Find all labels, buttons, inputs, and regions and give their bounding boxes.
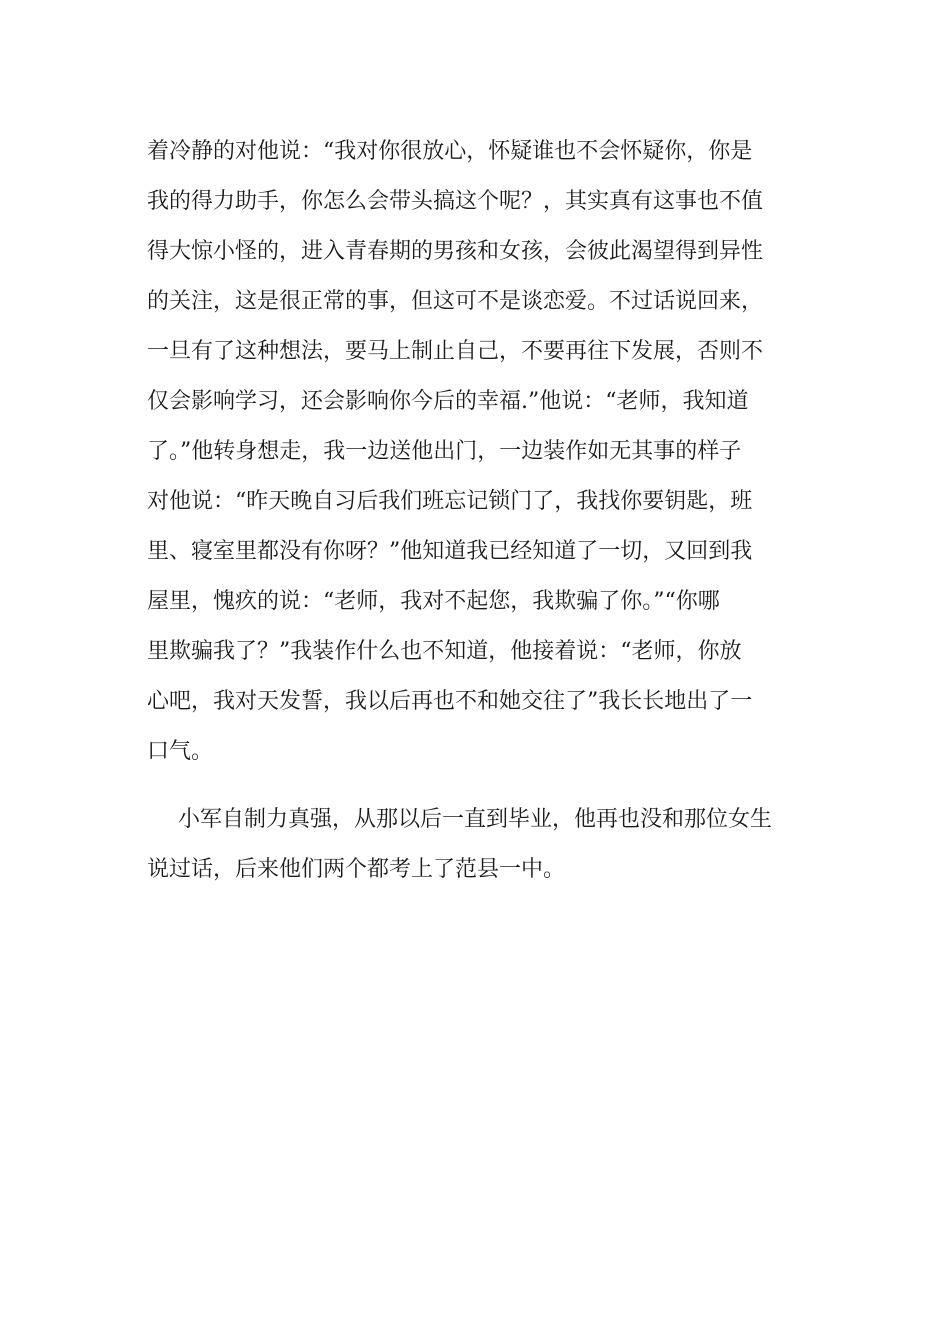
paragraph-line: 着冷静的对他说：“我对你很放心，怀疑谁也不会怀疑你，你是 — [147, 139, 753, 164]
paragraph-line: 说过话，后来他们两个都考上了范县一中。 — [147, 857, 566, 882]
paragraph-line: 得大惊小怪的，进入青春期的男孩和女孩，会彼此渴望得到异性 — [147, 239, 764, 264]
paragraph-2 — [147, 795, 807, 895]
paragraph-line: 对他说：“昨天晚自习后我们班忘记锁门了，我找你要钥匙，班 — [147, 489, 753, 514]
paragraph-line: 仅会影响学习，还会影响你今后的幸福.”他说：“老师，我知道 — [147, 389, 749, 414]
paragraph-line: 我的得力助手，你怎么会带头搞这个呢？，其实真有这事也不值 — [147, 189, 764, 214]
paragraph-line: 的关注，这是很正常的事，但这可不是谈恋爱。不过话说回来， — [147, 289, 764, 314]
paragraph-line: 屋里，愧疚的说：“老师，我对不起您，我欺骗了你。”“你哪 — [147, 589, 720, 614]
paragraph-line: 小军自制力真强，从那以后一直到毕业，他再也没和那位女生 — [178, 807, 773, 832]
paragraph-line: 里欺骗我了？”我装作什么也不知道，他接着说：“老师，你放 — [147, 639, 742, 664]
paragraph-line: 了。”他转身想走，我一边送他出门，一边装作如无其事的样子 — [147, 439, 742, 464]
paragraph-line: 口气。 — [147, 739, 214, 764]
paragraph-line: 一旦有了这种想法，要马上制止自己，不要再往下发展，否则不 — [147, 339, 764, 364]
paragraph-line: 里、寝室里都没有你呀？”他知道我已经知道了一切，又回到我 — [147, 539, 753, 564]
paragraph-1 — [147, 127, 807, 777]
paragraph-line: 心吧，我对天发誓，我以后再也不和她交往了”我长长地出了一 — [147, 689, 753, 714]
